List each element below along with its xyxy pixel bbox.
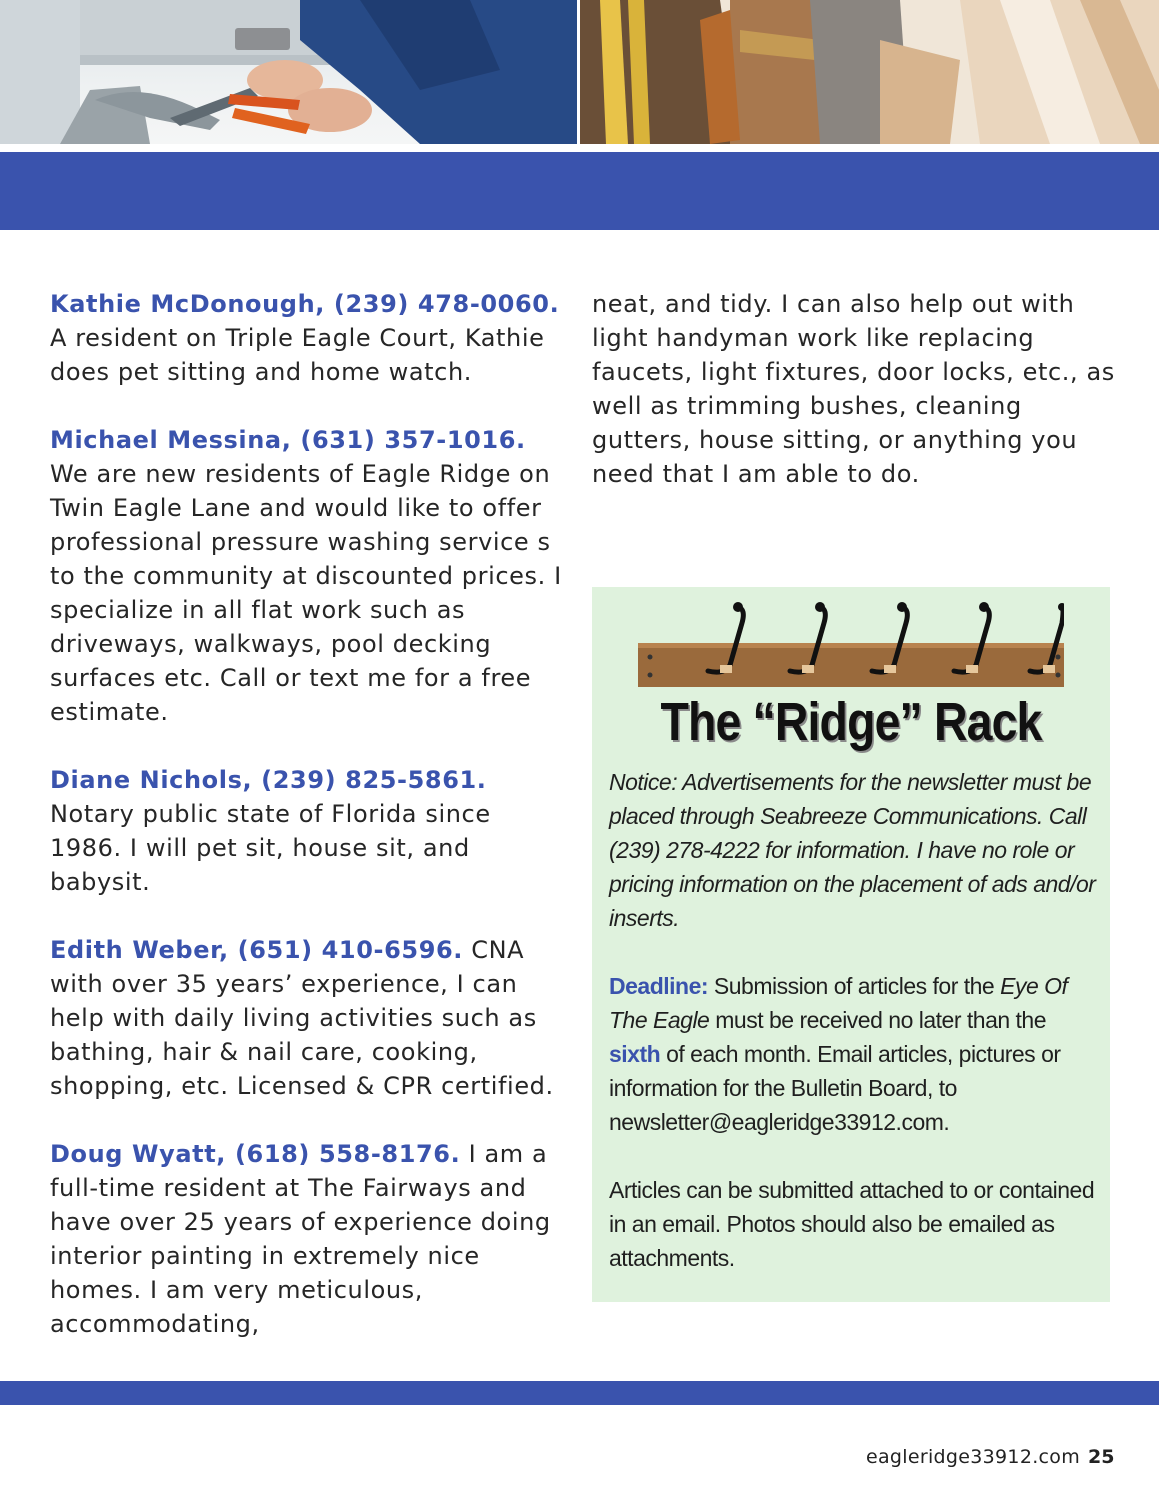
deadline-label: Deadline: bbox=[609, 973, 709, 999]
notice-box bbox=[592, 587, 1110, 1302]
listing-entry bbox=[50, 763, 570, 899]
listing-entry bbox=[50, 933, 570, 1103]
listing-text: We are new residents of Eagle Ridge on Twin Eagle Lane and would like to offer professional pressure washing service s to the community at discounted prices. I specialize in all flat work such as driveways, walkways, pool decking surfaces etc. Call or text me for a free estimate. bbox=[50, 460, 562, 726]
page-number: 25 bbox=[1088, 1446, 1115, 1468]
deadline-text-part: Submission of articles for the bbox=[713, 973, 995, 999]
listing-text: CNA with over 35 years’ experience, I can help with daily living activities such as bathing, hair & nail care, cooking, shopping, etc. Licensed & CPR certified. bbox=[50, 936, 554, 1100]
listing-name: Michael Messina, (631) 357-1016. bbox=[50, 426, 526, 454]
listing-entry bbox=[50, 1137, 570, 1341]
listing-entry bbox=[50, 423, 570, 729]
listing-continued-text: neat, and tidy. I can also help out with light handyman work like replacing faucets, light fixtures, door locks, etc., as well as trimming bushes, cleaning gutters, house sitting, or anything you need that I am able to do. bbox=[592, 290, 1115, 488]
listing-name: Doug Wyatt, (618) 558-8176. bbox=[50, 1140, 461, 1168]
tool-belt-photo-illustration bbox=[580, 0, 1159, 144]
listing-name: Kathie McDonough, (239) 478-0060. bbox=[50, 290, 560, 318]
deadline-text-part: of each month. Email articles, pictures or information for the Bulletin Board, to newsletter@eagleridge33912.com. bbox=[609, 1041, 1061, 1135]
listing-entry bbox=[50, 287, 570, 389]
deadline-text-part: must be received no later than the bbox=[715, 1007, 1047, 1033]
bottom-banner bbox=[0, 1381, 1159, 1405]
listing-text: A resident on Triple Eagle Court, Kathie does pet sitting and home watch. bbox=[50, 324, 545, 386]
plumber-photo bbox=[0, 0, 577, 144]
top-banner bbox=[0, 152, 1159, 230]
footer-website: eagleridge33912.com bbox=[866, 1446, 1081, 1468]
rack-title: The “Ridge” Rack bbox=[660, 692, 1042, 752]
articles-submission-text: Articles can be submitted attached to or contained in an email. Photos should also be emailed as attachments. bbox=[609, 1177, 1095, 1271]
listing-name: Diane Nichols, (239) 825-5861. bbox=[50, 766, 487, 794]
publication-name: Eye Of The Eagle bbox=[609, 973, 1068, 1033]
ad-notice-text: Notice: Advertisements for the newsletter must be placed through Seabreeze Communications. Call (239) 278-4222 for information. I have no role or pricing information on the placement of ads and/or inserts. bbox=[609, 769, 1096, 931]
listings-left-column bbox=[50, 287, 570, 1375]
deadline-paragraph bbox=[609, 969, 1101, 1139]
listing-text: Notary public state of Florida since 1986. I will pet sit, house sit, and babysit. bbox=[50, 800, 491, 896]
listing-text: I am a full-time resident at The Fairways and have over 25 years of experience doing interior painting in extremely nice homes. I am very meticulous, accommodating, bbox=[50, 1140, 551, 1338]
tool-belt-photo bbox=[580, 0, 1159, 144]
coat-rack-graphic bbox=[638, 599, 1064, 691]
deadline-day: sixth bbox=[609, 1041, 661, 1067]
listing-name: Edith Weber, (651) 410-6596. bbox=[50, 936, 464, 964]
plumber-photo-illustration bbox=[0, 0, 577, 144]
